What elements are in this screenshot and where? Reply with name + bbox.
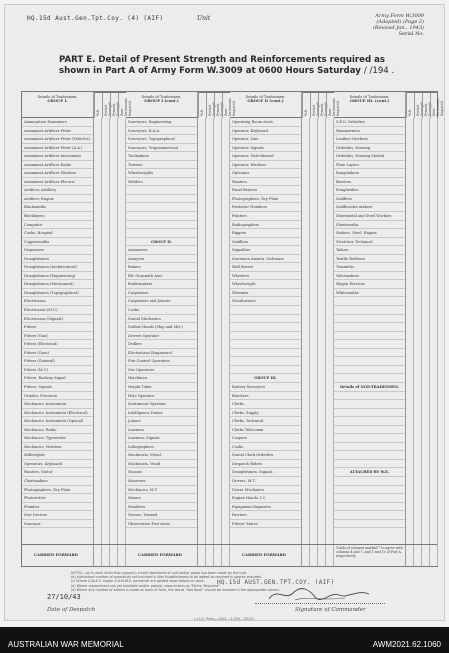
- column-group-label: GROUP III. (cont.): [349, 98, 390, 104]
- note-line: (b) Authorized number of specialists not included in War Establishment to be added as required in spaces provided.: [71, 575, 263, 580]
- column-header: [334, 92, 405, 118]
- trade-row: [334, 520, 405, 529]
- trade-row: Carpenters: [126, 289, 197, 298]
- trade-row: Fitters (Gun): [22, 332, 93, 341]
- trade-row: [334, 392, 405, 401]
- column-header: [126, 92, 197, 118]
- trade-row: Fitters: [22, 323, 93, 332]
- trade-row: [126, 195, 197, 204]
- strength-column[interactable]: [198, 118, 206, 566]
- trade-row: Clerks, Technical: [230, 417, 301, 426]
- trade-row: Turners: [126, 161, 197, 170]
- trade-row: Photographers, Dry Plate: [230, 195, 301, 204]
- strength-column-header: Present Strength.: [110, 92, 118, 118]
- column-group-label: GROUP I.: [47, 98, 68, 104]
- trade-row: [126, 229, 197, 238]
- trade-row: [334, 460, 405, 469]
- strength-column-header: W.E.: [94, 92, 102, 118]
- form-reference: [373, 13, 424, 37]
- trade-column-1: [22, 92, 94, 566]
- form-ref-line: (Adapted) (Page 2): [376, 19, 424, 25]
- trade-row: Armament Artificer Fitter: [22, 127, 93, 136]
- trade-row: Welders: [126, 178, 197, 187]
- trade-row: Cooks, Hospital: [22, 229, 93, 238]
- trade-row: Draughtsmen (Mechanical): [22, 280, 93, 289]
- trade-row: [334, 494, 405, 503]
- carried-forward-label: CARRIED FORWARD: [242, 552, 287, 557]
- form-ref-line: Army Form W.3009: [375, 13, 424, 19]
- trade-row: Fitters, Railway Signal: [22, 374, 93, 383]
- trade-row: Photowriter: [22, 494, 93, 503]
- trade-row: Saddlers: [334, 195, 405, 204]
- unit-line: [27, 15, 210, 22]
- trade-row: Draughtsmen (Topographical): [22, 289, 93, 298]
- trade-row: [334, 366, 405, 375]
- trade-row: Miners: [126, 494, 197, 503]
- strength-column[interactable]: [406, 118, 414, 566]
- trade-row: Fitters, Signals: [22, 383, 93, 392]
- trade-row: Clerks: [230, 400, 301, 409]
- trade-row: Mechanics, Instrument (Optical): [22, 417, 93, 426]
- trade-row: Printers: [230, 212, 301, 221]
- trade-row: [334, 297, 405, 306]
- trade-row: Operator, Line: [230, 135, 301, 144]
- trade-row: Dobbie Hands (Ship and Mtr.): [126, 323, 197, 332]
- column-header: [22, 92, 93, 118]
- strength-column-header: Present Strength.: [422, 92, 430, 118]
- trade-row: Height Taker: [126, 383, 197, 392]
- note-line: (e) Where any number of entries is made on back of form, the words "See Back" should be inserted in the appropriate column.: [71, 587, 281, 592]
- trade-row: Electricians (Engineers): [126, 349, 197, 358]
- trade-row: Hammermen: [334, 127, 405, 136]
- strength-column-header: Rein- forcements Required.: [326, 92, 334, 118]
- trade-row: Operators, Keyboard: [22, 460, 93, 469]
- trade-row: Dispensers: [22, 246, 93, 255]
- commander-signature: [265, 585, 375, 603]
- form-title: [59, 55, 399, 77]
- trade-row: Mechanics, Typewriter: [22, 434, 93, 443]
- note-line: (d) Where replacement not yet available and/or posted, show entries as "Reins. Required".: [71, 583, 221, 588]
- strength-column-header: Present Strength.: [318, 92, 326, 118]
- trade-row: Artificer, Artillery: [22, 186, 93, 195]
- trade-row: [230, 340, 301, 349]
- trade-row: Electricians: [22, 297, 93, 306]
- unit-typed: HQ.15d Aust.Gen.Tpt.Coy. (4) (AIF): [27, 15, 164, 22]
- note-line: (c) Where A.W.A.S. and/or A.A.M.W.S. personnel are posted show details on back.: [71, 579, 205, 584]
- trade-row: Wall Borers: [230, 263, 301, 272]
- trade-row: Operator, Keyboard: [230, 127, 301, 136]
- trade-row: Draughtsmen: [22, 255, 93, 264]
- trade-row: Predictor Numbers: [230, 203, 301, 212]
- strength-column-header: Rein- forcements Required.: [430, 92, 438, 118]
- trade-row: Mechanics, Wireless: [22, 443, 93, 452]
- trade-row: Farriers: [230, 511, 301, 520]
- trade-row: Cooks: [126, 306, 197, 315]
- trade-row: Computor: [22, 221, 93, 230]
- signature-of-commander-label: Signature of Commander: [295, 607, 366, 613]
- column-header-text: [334, 92, 405, 104]
- trade-row: Saw Doctors: [22, 511, 93, 520]
- trade-row: Instrument Operator: [126, 400, 197, 409]
- trade-row: Surveyors, R.A.A.: [126, 127, 197, 136]
- column-header-text: [126, 92, 197, 104]
- strength-column[interactable]: [102, 118, 110, 566]
- trade-row: [230, 315, 301, 324]
- form-ref-line: (Revised Jan., 1943): [372, 25, 424, 31]
- trade-row: Drivers Operator: [126, 332, 197, 341]
- trade-row: Equipment Repairers: [230, 503, 301, 512]
- trade-row: Nurses, Trained: [126, 511, 197, 520]
- trade-row: Mechanics, Instrument: [22, 400, 93, 409]
- trade-row: Surveyors, Topographical: [126, 135, 197, 144]
- trade-row: Cooks: [230, 443, 301, 452]
- group-heading: Details of NON-TRADESMEN.: [334, 383, 405, 392]
- trade-row: Armament Artificer Instrument: [22, 152, 93, 161]
- trade-row: Wheelwright: [230, 280, 301, 289]
- trade-row: Drivers, M.T.: [230, 477, 301, 486]
- trade-row: Gas Operators: [126, 366, 197, 375]
- strength-column[interactable]: [118, 118, 126, 566]
- trade-row: Fitters' Mates: [230, 520, 301, 529]
- trade-row: Armament Artificer Fitter (Vehicles): [22, 135, 93, 144]
- trade-row: Surveyor: [22, 520, 93, 529]
- trade-row: Drillers: [126, 340, 197, 349]
- trade-row: Hole Operator: [126, 392, 197, 401]
- trade-row: Wiremen: [230, 289, 301, 298]
- trade-row: Whitesmiths: [334, 289, 405, 298]
- trade-row: Millwrights: [22, 451, 93, 460]
- trade-row: Masons: [126, 468, 197, 477]
- trade-row: Armament Artificer Wireless: [22, 169, 93, 178]
- trade-row: Butchers: [230, 392, 301, 401]
- trade-row: Armament Artificer Fitter (A.A.): [22, 144, 93, 153]
- trade-row: Wheelwrights: [126, 169, 197, 178]
- trade-rows: [22, 118, 93, 528]
- strength-column[interactable]: [326, 118, 334, 566]
- trade-row: Grinder, Precision: [22, 392, 93, 401]
- trade-row: Boilermakers: [126, 280, 197, 289]
- trade-row: Wheelers: [230, 272, 301, 281]
- trade-row: Machinists, Wood: [126, 460, 197, 469]
- trade-row: [230, 306, 301, 315]
- trade-row: Clerks Telecomm: [230, 426, 301, 435]
- trade-row: Textile Refitters: [334, 255, 405, 264]
- trade-row: [126, 186, 197, 195]
- trade-row: [334, 400, 405, 409]
- trade-row: Masseurs: [126, 477, 197, 486]
- trade-row: Riggers: [230, 229, 301, 238]
- despatch-date: 27/10/43: [47, 593, 81, 601]
- trade-row: Hatchmen: [126, 374, 197, 383]
- trade-row: [334, 323, 405, 332]
- trade-row: Tailors: [334, 246, 405, 255]
- trade-row: Fitters (Gyro): [22, 349, 93, 358]
- trade-row: Roughriders: [334, 186, 405, 195]
- signature-line: [255, 603, 385, 604]
- trade-rows: [126, 118, 197, 528]
- trade-row: Photographers, Dry Plate: [22, 486, 93, 495]
- trade-row: Sheetmetal and Steel Workers: [334, 212, 405, 221]
- strength-column-header: Posted Strength.: [102, 92, 110, 118]
- trade-column-2: [126, 92, 198, 566]
- strength-column[interactable]: [206, 118, 214, 566]
- trade-row: Draughtsmen (Engineering): [22, 272, 93, 281]
- strength-column-header: W.E.: [198, 92, 206, 118]
- trade-row: Wagon Erectors: [334, 280, 405, 289]
- trade-row: Surveyors, Trigonometrical: [126, 144, 197, 153]
- strength-column[interactable]: [110, 118, 118, 566]
- strength-column-header: Present Strength.: [214, 92, 222, 118]
- totals-note: Totals of columns marked * to agree with columns 4 and 7, and 1 and 10 of Part A, respectively.: [336, 546, 403, 558]
- trade-row: Ammunition Examiners: [22, 118, 93, 127]
- serial-number-label: Serial No.: [398, 31, 424, 37]
- trade-row: Moulders: [126, 503, 197, 512]
- column-header: [230, 92, 301, 118]
- trade-row: [230, 332, 301, 341]
- trade-row: Linemen: [126, 426, 197, 435]
- trade-row: Leather Stitchers: [334, 135, 405, 144]
- trade-row: Dental Mechanics: [126, 315, 197, 324]
- note-line: NOTES—(a) In each other than group(s) a brief statement of unit and/or group has been made by the unit.: [71, 571, 247, 575]
- trade-rows: [230, 118, 301, 528]
- trade-row: Coopers: [230, 434, 301, 443]
- printer-imprint: L.H.Q. Press—29/4—1,450—30/43.: [194, 617, 255, 621]
- trade-row: [230, 349, 301, 358]
- trade-row: Artificer, Engine: [22, 195, 93, 204]
- trade-row: Orderlies, Nursing: [334, 144, 405, 153]
- unit-label: Unit: [197, 15, 211, 22]
- trade-row: [334, 486, 405, 495]
- trade-row: Machinists, Metal: [126, 451, 197, 460]
- carried-forward-label: CARRIED FORWARD: [138, 552, 183, 557]
- column-header-text: [22, 92, 93, 104]
- strength-column[interactable]: [214, 118, 222, 566]
- trade-row: Valvemakers: [334, 272, 405, 281]
- trade-row: [334, 315, 405, 324]
- trade-row: Fitters (Electrical): [22, 340, 93, 349]
- archive-name: AUSTRALIAN WAR MEMORIAL: [8, 640, 124, 649]
- trade-row: Tinsmiths: [334, 263, 405, 272]
- strength-column[interactable]: [414, 118, 422, 566]
- trade-row: Fitters (General): [22, 357, 93, 366]
- trade-column-4: [334, 92, 406, 566]
- trade-row: G.P.O. Orderlies: [334, 118, 405, 127]
- strength-column-header: W.E.: [302, 92, 310, 118]
- carried-forward-label: CARRIED FORWARD: [34, 552, 79, 557]
- group-heading: GROUP II.: [126, 238, 197, 247]
- archive-footer: [0, 627, 449, 653]
- group-heading: ATTACHED BY W.E.: [334, 468, 405, 477]
- trade-row: [126, 212, 197, 221]
- trade-row: Fitters (M.V.): [22, 366, 93, 375]
- group-heading: GROUP III.: [230, 374, 301, 383]
- trade-row: [334, 357, 405, 366]
- trade-row: Orderlies, Nursing Mental: [334, 152, 405, 161]
- trade-row: Draughtsmen, Signals: [230, 468, 301, 477]
- trade-row: Stretcher, Technical: [334, 238, 405, 247]
- trade-column-3: [230, 92, 302, 566]
- trade-row: Operator, Signals: [230, 144, 301, 153]
- trade-row: [334, 349, 405, 358]
- trade-row: Surveyors, Engineering: [126, 118, 197, 127]
- trade-row: Saddlers: [230, 238, 301, 247]
- trade-row: [230, 323, 301, 332]
- strength-column-header: Rein- forcements Required.: [118, 92, 126, 118]
- trade-row: Sheetsmiths: [334, 221, 405, 230]
- trade-row: Painters: [230, 178, 301, 187]
- trade-row: Armament Artificer Electric: [22, 178, 93, 187]
- trade-row: Painters, Motor: [22, 468, 93, 477]
- trade-row: Opticians: [230, 169, 301, 178]
- trade-row: [126, 203, 197, 212]
- trade-row: [334, 511, 405, 520]
- trade-row: Radiographers: [230, 221, 301, 230]
- form-page: [4, 4, 445, 621]
- carried-forward-row: [22, 544, 437, 566]
- column-header-label: Details of Tradesmen.: [349, 95, 390, 99]
- trade-row: [334, 477, 405, 486]
- trade-row: Linemen, Signals: [126, 434, 197, 443]
- trade-row: Toolmakers: [126, 152, 197, 161]
- trade-row: Mechanics, Radio: [22, 426, 93, 435]
- trade-row: Woodturners: [230, 297, 301, 306]
- strength-column-header: Posted Strength.: [310, 92, 318, 118]
- trade-row: Plate Layers: [334, 161, 405, 170]
- trade-row: Armament Artificer Radio: [22, 161, 93, 170]
- trade-row: Carpenters and Joiners: [126, 297, 197, 306]
- trade-rows: [334, 118, 405, 528]
- trade-row: Assayers: [126, 255, 197, 264]
- trade-row: [230, 357, 301, 366]
- trade-row: [334, 340, 405, 349]
- trade-row: Bricklayers: [22, 212, 93, 221]
- trade-row: Despatch Riders: [230, 460, 301, 469]
- trade-row: [334, 409, 405, 418]
- trade-row: Mechanics, Instrument (Electrical): [22, 409, 93, 418]
- strength-column[interactable]: [318, 118, 326, 566]
- strength-column-header: Posted Strength.: [414, 92, 422, 118]
- trade-row: [334, 443, 405, 452]
- strength-table: [21, 91, 444, 567]
- trade-row: Electricians (M.V.): [22, 306, 93, 315]
- trade-row: [126, 221, 197, 230]
- trade-row: [334, 417, 405, 426]
- trade-row: Armourers: [126, 246, 197, 255]
- strength-column[interactable]: [222, 118, 230, 566]
- trade-row: Storemen Ammtn. Ordnance: [230, 255, 301, 264]
- trade-row: Panel Beaters: [230, 186, 301, 195]
- trade-row: Dental Clerk Orderlies: [230, 451, 301, 460]
- trade-row: Signallers: [230, 246, 301, 255]
- strength-column-header: Posted Strength.: [206, 92, 214, 118]
- trade-row: Battery Surveyors: [230, 383, 301, 392]
- column-header-text: [230, 92, 301, 104]
- trade-row: [334, 426, 405, 435]
- column-header-label: Details of Tradesmen.: [141, 95, 182, 99]
- trade-row: [334, 332, 405, 341]
- trade-row: Observation Post Assts.: [126, 520, 197, 529]
- title-date: / /194 .: [363, 66, 395, 76]
- trade-row: Rangetakers: [334, 169, 405, 178]
- trade-row: Draughtsmen (Architectural): [22, 263, 93, 272]
- column-group-label: GROUP II (cont.): [247, 98, 284, 104]
- trade-row: Mechanics, M.T.: [126, 486, 197, 495]
- trade-row: Fire Control Operators: [126, 357, 197, 366]
- column-header-label: Details of Tradesmen.: [245, 95, 286, 99]
- trade-row: Stokers, Steel, Engine: [334, 229, 405, 238]
- trade-row: Blr. Gunsmith Asst.: [126, 272, 197, 281]
- trade-row: Intelligence Duties: [126, 409, 197, 418]
- strength-column-header: W.E.: [406, 92, 414, 118]
- strength-column[interactable]: [422, 118, 430, 566]
- trade-row: Joiners: [126, 417, 197, 426]
- trade-row: Operator, Switchboard: [230, 152, 301, 161]
- date-of-despatch-label: Date of Despatch: [47, 607, 96, 613]
- trade-row: Coppersmiths: [22, 238, 93, 247]
- trade-row: [334, 374, 405, 383]
- trade-row: Chartmakers: [22, 477, 93, 486]
- trade-row: Operator, Wireless: [230, 161, 301, 170]
- trade-row: [334, 503, 405, 512]
- trade-row: Electricians (Signals): [22, 315, 93, 324]
- trade-row: Plumber: [22, 503, 93, 512]
- column-group-label: GROUP I (cont.): [144, 98, 179, 104]
- strength-column[interactable]: [94, 118, 102, 566]
- strength-column[interactable]: [310, 118, 318, 566]
- unit-stamp: HQ.15d AUST.GEN.TPT.COY. (AIF): [217, 579, 335, 586]
- column-header-label: Details of Tradesmen.: [37, 95, 78, 99]
- title-text: PART E. Detail of Present Strength and Reinforcements required as shown in Part A of Army Form W.3009 at 0600 Hours Saturday: [59, 55, 386, 76]
- trade-row: Lithographers: [126, 443, 197, 452]
- trade-row: Clerks, Supply: [230, 409, 301, 418]
- catalogue-number: AWM2021.62.1060: [372, 640, 441, 649]
- strength-column[interactable]: [430, 118, 438, 566]
- trade-row: Riveters: [334, 178, 405, 187]
- strength-column-header: Rein- forcements Required.: [222, 92, 230, 118]
- trade-row: Saddlesides makers: [334, 203, 405, 212]
- trade-row: [334, 306, 405, 315]
- trade-row: Engine Hands, I.C.: [230, 494, 301, 503]
- trade-row: [334, 434, 405, 443]
- trade-row: [230, 366, 301, 375]
- strength-column[interactable]: [302, 118, 310, 566]
- trade-row: Operating Room Assts.: [230, 118, 301, 127]
- trade-row: Driver Mechanics: [230, 486, 301, 495]
- trade-row: [334, 451, 405, 460]
- trade-row: Blacksmiths: [22, 203, 93, 212]
- trade-row: Bakers: [126, 263, 197, 272]
